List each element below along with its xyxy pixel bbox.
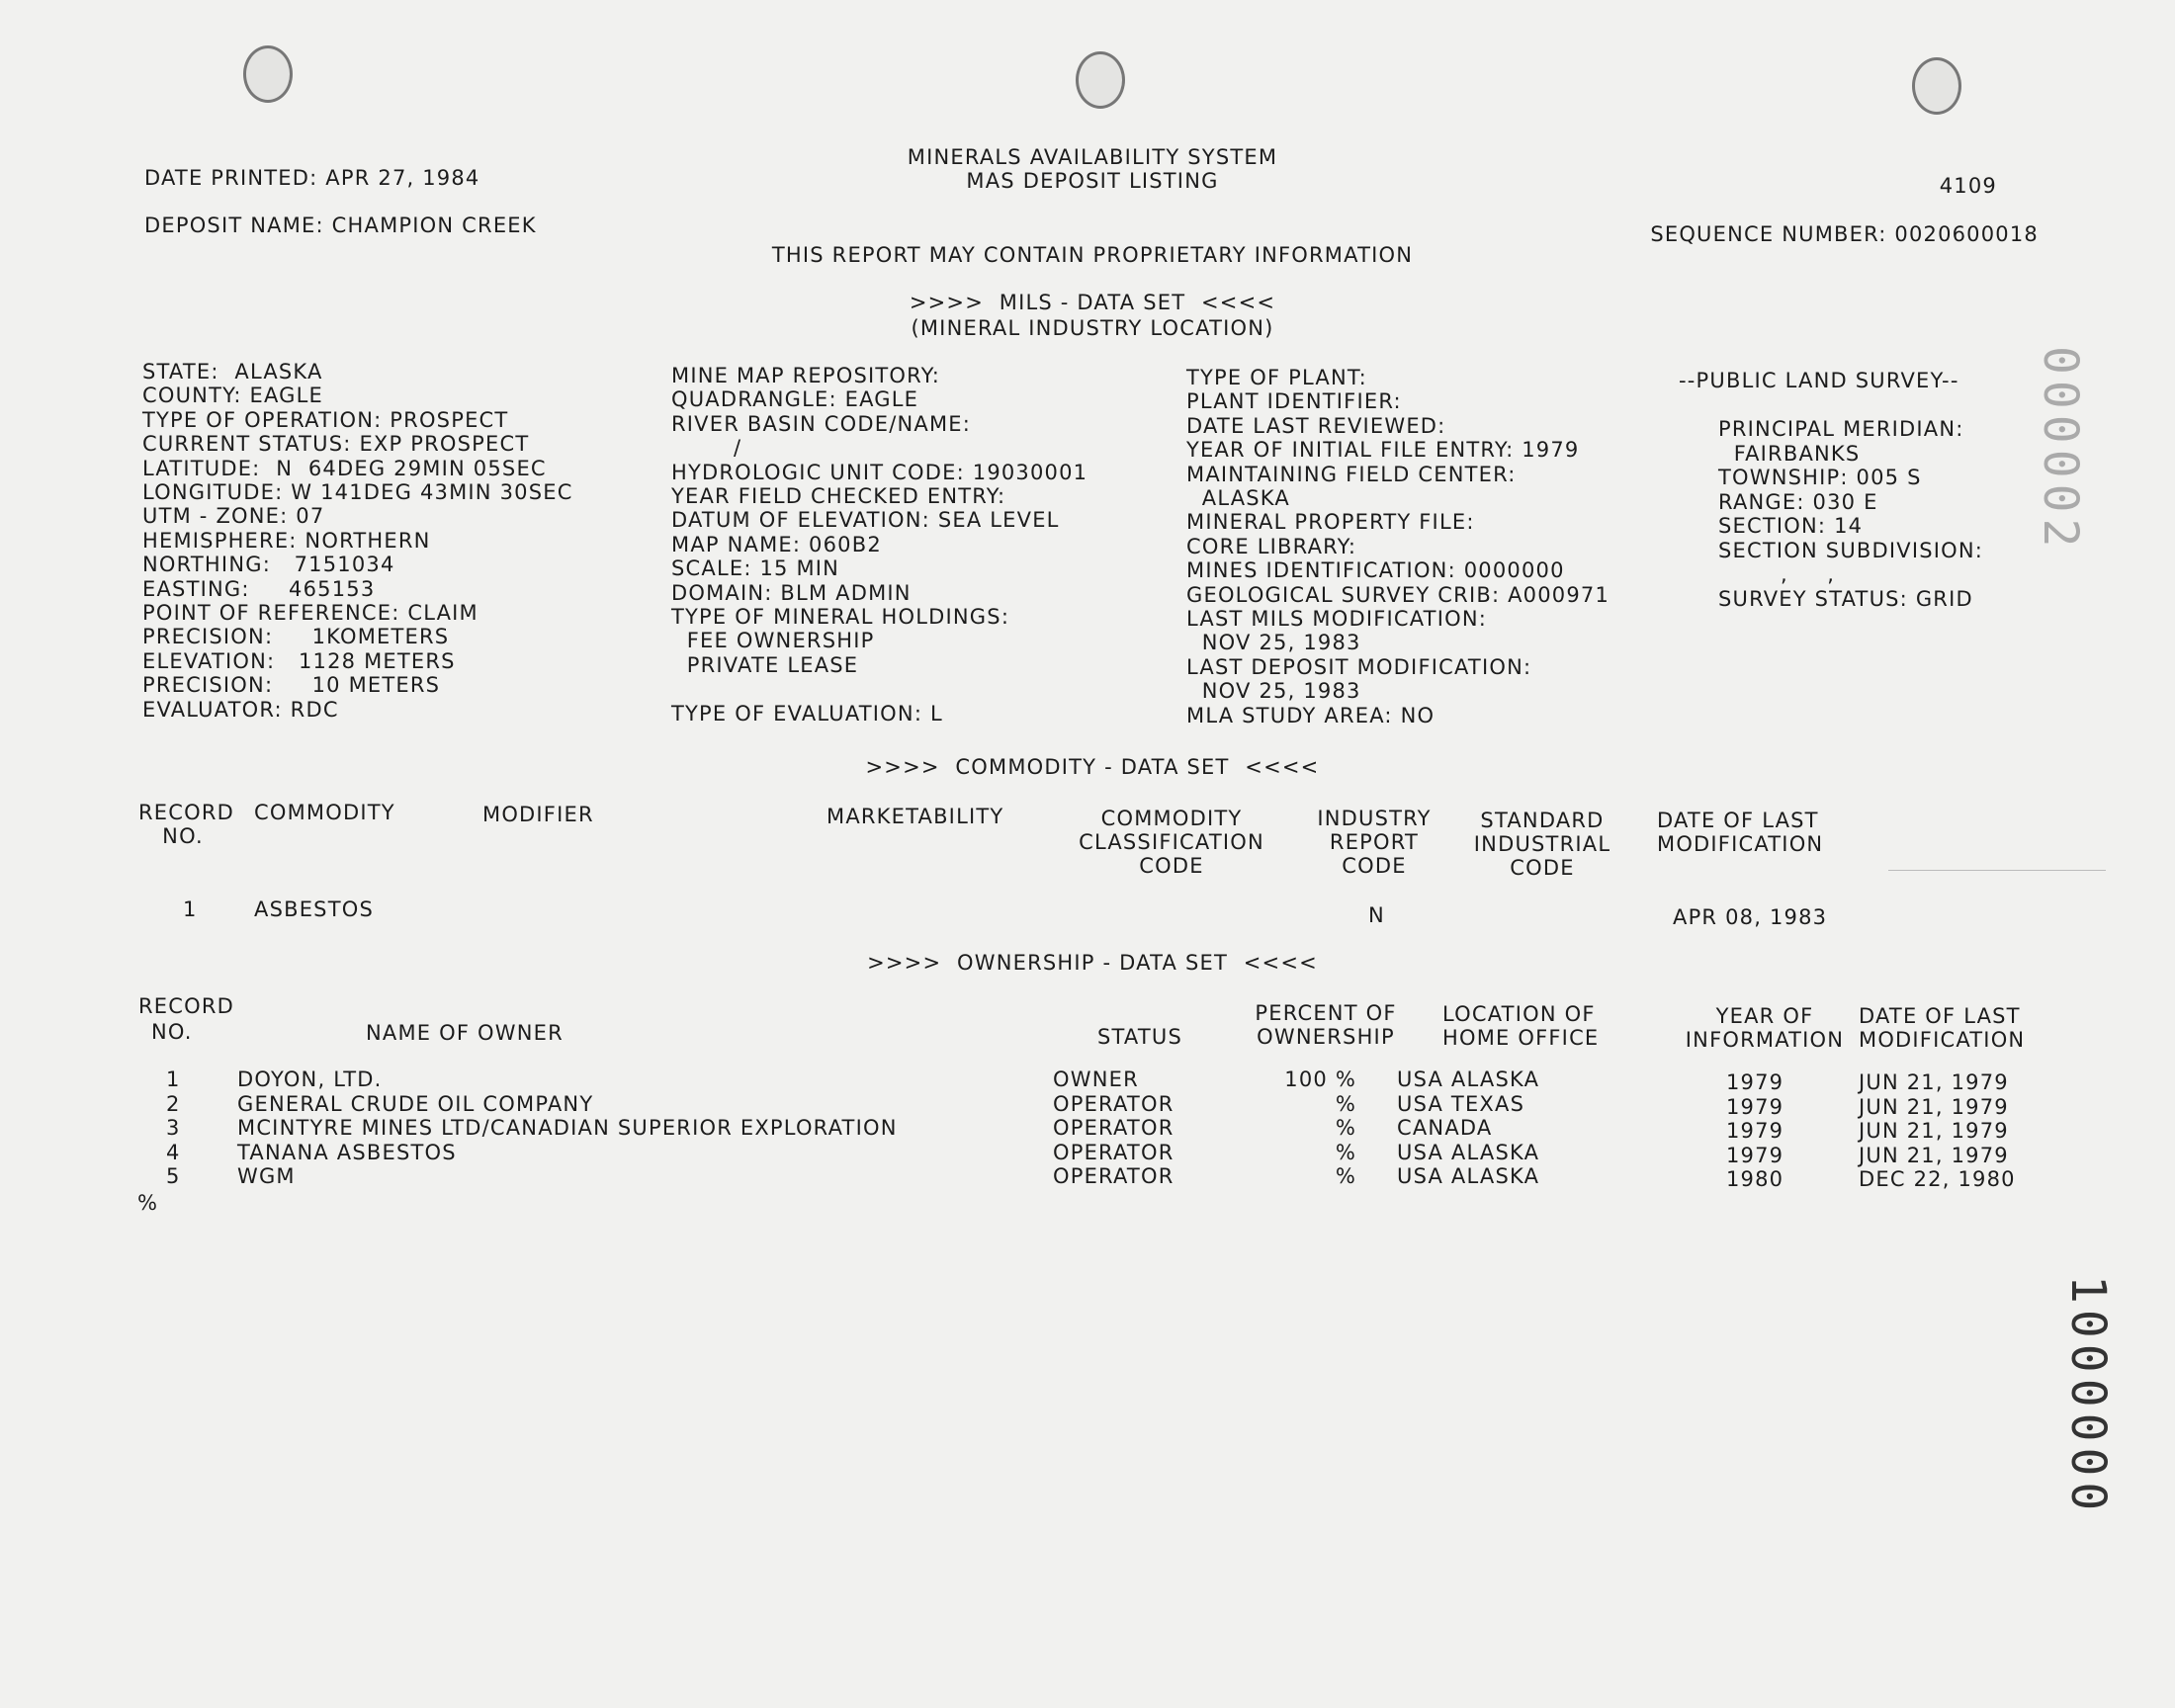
mils-plant-field: GEOLOGICAL SURVEY CRIB: A000971 — [1186, 582, 1610, 607]
owner-record: 4 — [166, 1140, 181, 1164]
ownership-col-percent-2: OWNERSHIP — [1257, 1025, 1395, 1049]
commodity-col-date: DATE OF LAST — [1657, 809, 1819, 832]
mils-plant-field: NOV 25, 1983 — [1186, 631, 1361, 655]
mils-map-field: TYPE OF MINERAL HOLDINGS: — [671, 605, 1010, 629]
mils-plant-field: PLANT IDENTIFIER: — [1186, 389, 1402, 414]
owner-name: MCINTYRE MINES LTD/CANADIAN SUPERIOR EXPLORATION — [237, 1116, 898, 1141]
land-survey-heading: --PUBLIC LAND SURVEY-- — [1679, 369, 1959, 392]
owner-percent: 100 % — [1284, 1068, 1356, 1091]
owner-location: CANADA — [1397, 1116, 1493, 1141]
mils-plant-field: MLA STUDY AREA: NO — [1186, 703, 1436, 727]
mils-location-field: HEMISPHERE: NORTHERN — [142, 528, 431, 553]
commodity-col-classification-3: CODE — [1139, 854, 1204, 878]
mils-map-field: PRIVATE LEASE — [671, 652, 859, 677]
owner-record: 1 — [166, 1068, 181, 1091]
commodity-date: APR 08, 1983 — [1673, 905, 1828, 929]
owner-date: DEC 22, 1980 — [1859, 1167, 2016, 1192]
mils-location-field: STATE: ALASKA — [142, 360, 323, 384]
owner-year: 1979 — [1726, 1143, 1784, 1167]
owner-percent: % — [1335, 1116, 1356, 1141]
ownership-col-year: YEAR OF — [1715, 1004, 1814, 1028]
mils-plant-field: TYPE OF PLANT: — [1186, 366, 1367, 389]
mils-map-field: HYDROLOGIC UNIT CODE: 19030001 — [671, 460, 1088, 484]
mils-map-field: QUADRANGLE: EAGLE — [671, 387, 919, 412]
commodity-col-industry-2: REPORT — [1329, 830, 1420, 854]
ownership-col-date: DATE OF LAST — [1859, 1004, 2021, 1028]
mils-map-field: / — [671, 436, 742, 461]
ownership-col-record-no: NO. — [151, 1020, 193, 1044]
mils-map-field: FEE OWNERSHIP — [671, 629, 875, 653]
margin-stamp-faint: 000002 — [2033, 346, 2088, 554]
proprietary-notice: THIS REPORT MAY CONTAIN PROPRIETARY INFORMATION — [771, 243, 1414, 267]
ownership-col-record: RECORD — [138, 994, 235, 1018]
commodity-col-date-2: MODIFICATION — [1657, 832, 1824, 856]
mils-location-field: EASTING: 465153 — [142, 576, 376, 601]
mils-map-field: MINE MAP REPOSITORY: — [671, 364, 941, 387]
commodity-col-sic-3: CODE — [1510, 856, 1575, 880]
commodity-col-record-no: NO. — [162, 824, 204, 848]
commodity-col-record: RECORD — [138, 801, 235, 824]
owner-name: DOYON, LTD. — [237, 1068, 383, 1091]
trailing-mark: % — [137, 1191, 159, 1215]
punch-hole — [1912, 57, 1961, 115]
ownership-col-date-2: MODIFICATION — [1859, 1028, 2026, 1052]
owner-status: OPERATOR — [1053, 1091, 1174, 1116]
mils-location-field: TYPE OF OPERATION: PROSPECT — [142, 407, 509, 432]
mils-plant-field: LAST DEPOSIT MODIFICATION: — [1186, 654, 1532, 679]
owner-percent: % — [1335, 1140, 1356, 1164]
owner-location: USA ALASKA — [1397, 1140, 1540, 1164]
land-survey-field: SURVEY STATUS: GRID — [1718, 586, 1973, 611]
mils-map-field: DOMAIN: BLM ADMIN — [671, 580, 912, 605]
mils-plant-field: DATE LAST REVIEWED: — [1186, 413, 1446, 438]
mils-map-field: YEAR FIELD CHECKED ENTRY: — [671, 484, 1006, 508]
owner-date: JUN 21, 1979 — [1859, 1119, 2009, 1144]
commodity-col-commodity: COMMODITY — [254, 801, 395, 824]
land-survey-field: FAIRBANKS — [1718, 441, 1861, 466]
owner-location: USA ALASKA — [1397, 1068, 1540, 1091]
mils-subheading: (MINERAL INDUSTRY LOCATION) — [911, 316, 1274, 340]
owner-location: USA ALASKA — [1397, 1164, 1540, 1189]
owner-name: TANANA ASBESTOS — [237, 1140, 457, 1164]
mils-location-field: EVALUATOR: RDC — [142, 697, 339, 722]
mils-plant-field: MAINTAINING FIELD CENTER: — [1186, 462, 1517, 486]
owner-status: OPERATOR — [1053, 1140, 1174, 1164]
date-printed: DATE PRINTED: APR 27, 1984 — [144, 166, 480, 190]
page-number: 4109 — [1939, 174, 1997, 198]
mils-plant-field: YEAR OF INITIAL FILE ENTRY: 1979 — [1186, 438, 1580, 463]
owner-status: OPERATOR — [1053, 1164, 1174, 1189]
owner-name: WGM — [237, 1164, 296, 1189]
mils-map-field: SCALE: 15 MIN — [671, 556, 840, 581]
owner-status: OPERATOR — [1053, 1116, 1174, 1141]
mils-plant-field: ALASKA — [1186, 486, 1290, 510]
mils-plant-field: MINERAL PROPERTY FILE: — [1186, 510, 1475, 535]
mils-map-field: RIVER BASIN CODE/NAME: — [671, 411, 972, 436]
sequence-number: SEQUENCE NUMBER: 0020600018 — [1650, 222, 2039, 246]
ownership-col-status: STATUS — [1097, 1025, 1182, 1049]
commodity-col-sic-2: INDUSTRIAL — [1473, 832, 1611, 856]
mils-map-field: TYPE OF EVALUATION: L — [671, 701, 943, 726]
mils-location-field: LATITUDE: N 64DEG 29MIN 05SEC — [142, 456, 547, 480]
mils-location-field: UTM - ZONE: 07 — [142, 504, 325, 529]
margin-stamp: 1000000 — [2060, 1275, 2116, 1517]
commodity-col-classification: COMMODITY — [1100, 807, 1243, 830]
commodity-heading: >>>> COMMODITY - DATA SET <<<< — [865, 755, 1320, 779]
mils-location-field: NORTHING: 7151034 — [142, 553, 395, 577]
mils-map-field: MAP NAME: 060B2 — [671, 532, 882, 556]
land-survey-field: , , — [1718, 562, 1836, 586]
owner-percent: % — [1335, 1091, 1356, 1116]
owner-record: 2 — [166, 1091, 181, 1116]
owner-date: JUN 21, 1979 — [1859, 1143, 2009, 1167]
land-survey-field: SECTION SUBDIVISION: — [1718, 538, 1984, 562]
land-survey-field: TOWNSHIP: 005 S — [1718, 466, 1922, 489]
owner-year: 1979 — [1726, 1070, 1784, 1094]
margin-rule — [1888, 870, 2106, 871]
commodity-col-industry-3: CODE — [1342, 854, 1407, 878]
mils-map-field: DATUM OF ELEVATION: SEA LEVEL — [671, 508, 1060, 533]
mils-plant-field: LAST MILS MODIFICATION: — [1186, 607, 1488, 631]
commodity-col-industry: INDUSTRY — [1317, 807, 1432, 830]
ownership-col-location: LOCATION OF — [1442, 1002, 1596, 1026]
owner-percent: % — [1335, 1164, 1356, 1189]
mils-location-field: PRECISION: 10 METERS — [142, 673, 441, 698]
commodity-industry-code: N — [1368, 903, 1385, 927]
mils-plant-field: NOV 25, 1983 — [1186, 679, 1361, 704]
ownership-heading: >>>> OWNERSHIP - DATA SET <<<< — [867, 951, 1318, 975]
commodity-col-classification-2: CLASSIFICATION — [1079, 830, 1264, 854]
mils-plant-field: CORE LIBRARY: — [1186, 534, 1357, 558]
mils-location-field: POINT OF REFERENCE: CLAIM — [142, 601, 478, 625]
mils-location-field: CURRENT STATUS: EXP PROSPECT — [142, 432, 530, 457]
ownership-col-percent: PERCENT OF — [1255, 1001, 1397, 1025]
land-survey-field: SECTION: 14 — [1718, 514, 1864, 538]
mils-location-field: LONGITUDE: W 141DEG 43MIN 30SEC — [142, 480, 573, 504]
land-survey-field: RANGE: 030 E — [1718, 489, 1878, 514]
deposit-name: DEPOSIT NAME: CHAMPION CREEK — [144, 214, 537, 237]
commodity-record: 1 — [183, 897, 198, 921]
system-title: MINERALS AVAILABILITY SYSTEM — [907, 145, 1278, 169]
mils-location-field: ELEVATION: 1128 METERS — [142, 648, 456, 673]
listing-title: MAS DEPOSIT LISTING — [966, 169, 1219, 193]
ownership-col-name: NAME OF OWNER — [366, 1021, 564, 1045]
commodity-col-sic: STANDARD — [1480, 809, 1605, 832]
owner-record: 5 — [166, 1164, 181, 1189]
owner-year: 1979 — [1726, 1094, 1784, 1119]
land-survey-field: PRINCIPAL MERIDIAN: — [1718, 417, 1964, 441]
mils-location-field: COUNTY: EAGLE — [142, 384, 323, 408]
commodity-col-marketability: MARKETABILITY — [826, 805, 1004, 828]
commodity-name: ASBESTOS — [254, 897, 374, 921]
owner-name: GENERAL CRUDE OIL COMPANY — [237, 1091, 594, 1116]
mils-location-field: PRECISION: 1KOMETERS — [142, 625, 450, 649]
owner-record: 3 — [166, 1116, 181, 1141]
owner-year: 1980 — [1726, 1167, 1784, 1192]
owner-date: JUN 21, 1979 — [1859, 1070, 2009, 1094]
owner-status: OWNER — [1053, 1068, 1139, 1091]
owner-location: USA TEXAS — [1397, 1091, 1525, 1116]
ownership-col-year-2: INFORMATION — [1685, 1028, 1845, 1052]
punch-hole — [1076, 51, 1125, 109]
commodity-col-modifier: MODIFIER — [482, 803, 594, 826]
ownership-col-location-2: HOME OFFICE — [1442, 1026, 1600, 1050]
punch-hole — [243, 45, 293, 103]
owner-date: JUN 21, 1979 — [1859, 1094, 2009, 1119]
mils-heading: >>>> MILS - DATA SET <<<< — [909, 291, 1276, 314]
mils-plant-field: MINES IDENTIFICATION: 0000000 — [1186, 558, 1565, 583]
owner-year: 1979 — [1726, 1119, 1784, 1144]
